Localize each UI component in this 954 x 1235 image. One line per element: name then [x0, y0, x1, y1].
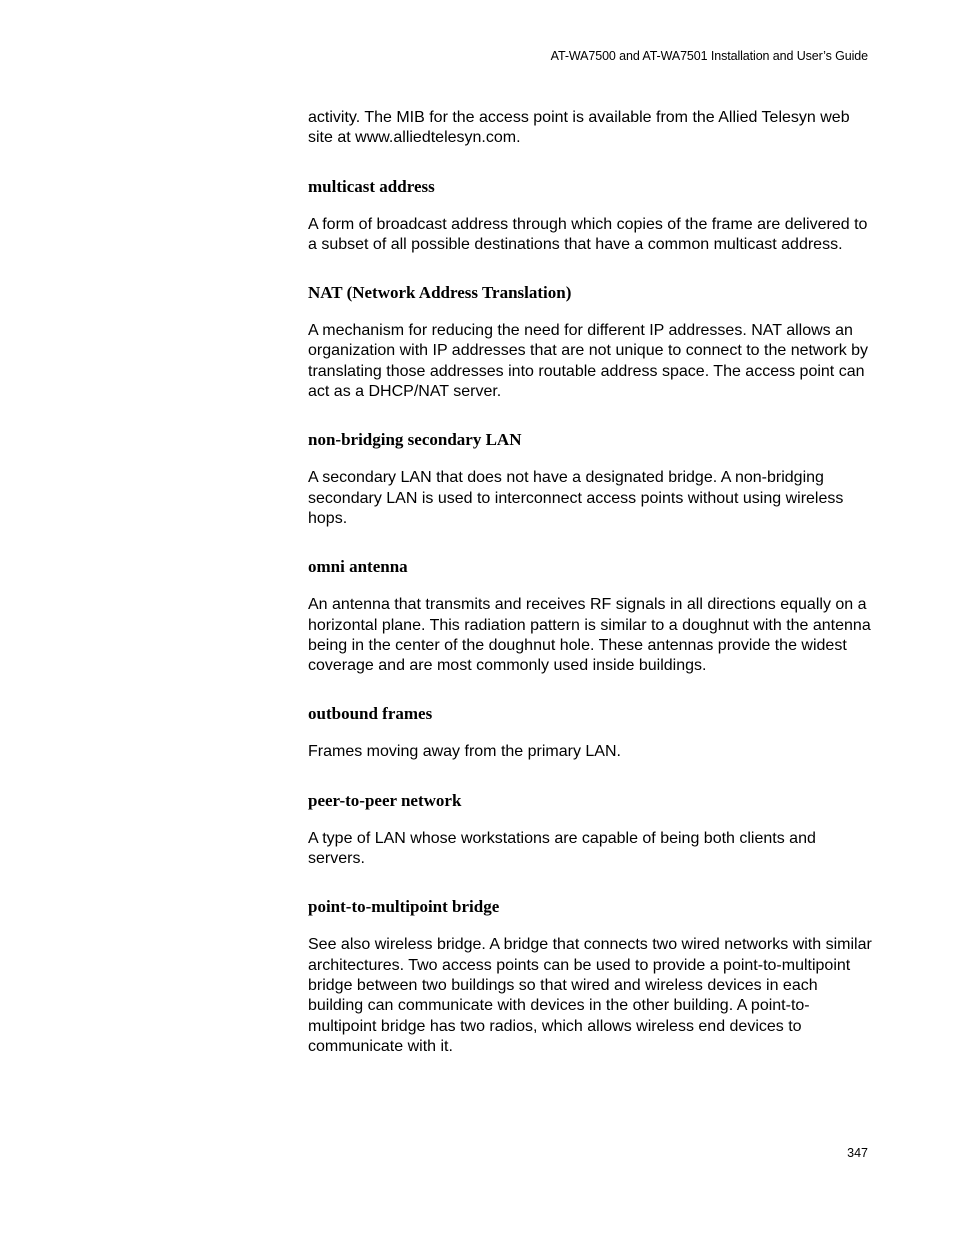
glossary-definition: A type of LAN whose workstations are capable of being both clients and servers.: [308, 829, 816, 868]
glossary-entry-omni-antenna: [308, 557, 876, 676]
glossary-entry-point-to-multipoint-bridge: [308, 897, 876, 1057]
glossary-entry-nat: [308, 283, 876, 402]
glossary-entry-outbound-frames: [308, 704, 876, 762]
page-number: 347: [847, 1146, 868, 1160]
glossary-entry-peer-to-peer-network: [308, 791, 876, 870]
glossary-term: point-to-multipoint bridge: [308, 897, 500, 917]
running-header: AT-WA7500 and AT-WA7501 Installation and User’s Guide: [550, 49, 868, 63]
glossary-definition: A secondary LAN that does not have a designated bridge. A non-bridging secondary LAN is used to interconnect access points without using wireless hops.: [308, 469, 844, 527]
glossary-definition: Frames moving away from the primary LAN.: [308, 743, 621, 761]
glossary-term: omni antenna: [308, 557, 408, 577]
glossary-term: non-bridging secondary LAN: [308, 430, 522, 450]
glossary-term: NAT (Network Address Translation): [308, 283, 572, 303]
glossary-definition: See also wireless bridge. A bridge that connects two wired networks with similar architectures. Two access points can be used to provide a point-to-multipoint bridge between two buildings so that wired and wireless devices in each building can communicate with devices in the other building. A point-to-multipoint bridge has two radios, which allows wireless end devices to communicate with it.: [308, 936, 872, 1055]
glossary-term: multicast address: [308, 176, 435, 196]
glossary-content: [308, 108, 876, 1057]
glossary-definition: An antenna that transmits and receives RF signals in all directions equally on a horizontal plane. This radiation pattern is similar to a doughnut with the antenna being in the center of the doughnut hole. These antennas provide the widest coverage and are most commonly used inside buildings.: [308, 596, 871, 675]
glossary-entry-non-bridging-secondary-lan: [308, 430, 876, 529]
glossary-term: peer-to-peer network: [308, 790, 462, 810]
intro-paragraph: activity. The MIB for the access point is available from the Allied Telesyn web site at www.alliedtelesyn.com.: [308, 109, 850, 147]
glossary-entry-multicast-address: [308, 177, 876, 256]
glossary-definition: A form of broadcast address through which copies of the frame are delivered to a subset of all possible destinations that have a common multicast address.: [308, 215, 868, 253]
glossary-term: outbound frames: [308, 704, 433, 724]
glossary-definition: A mechanism for reducing the need for different IP addresses. NAT allows an organization with IP addresses that are not unique to connect to the network by translating those addresses into routable address space. The access point can act as a DHCP/NAT server.: [308, 322, 869, 401]
